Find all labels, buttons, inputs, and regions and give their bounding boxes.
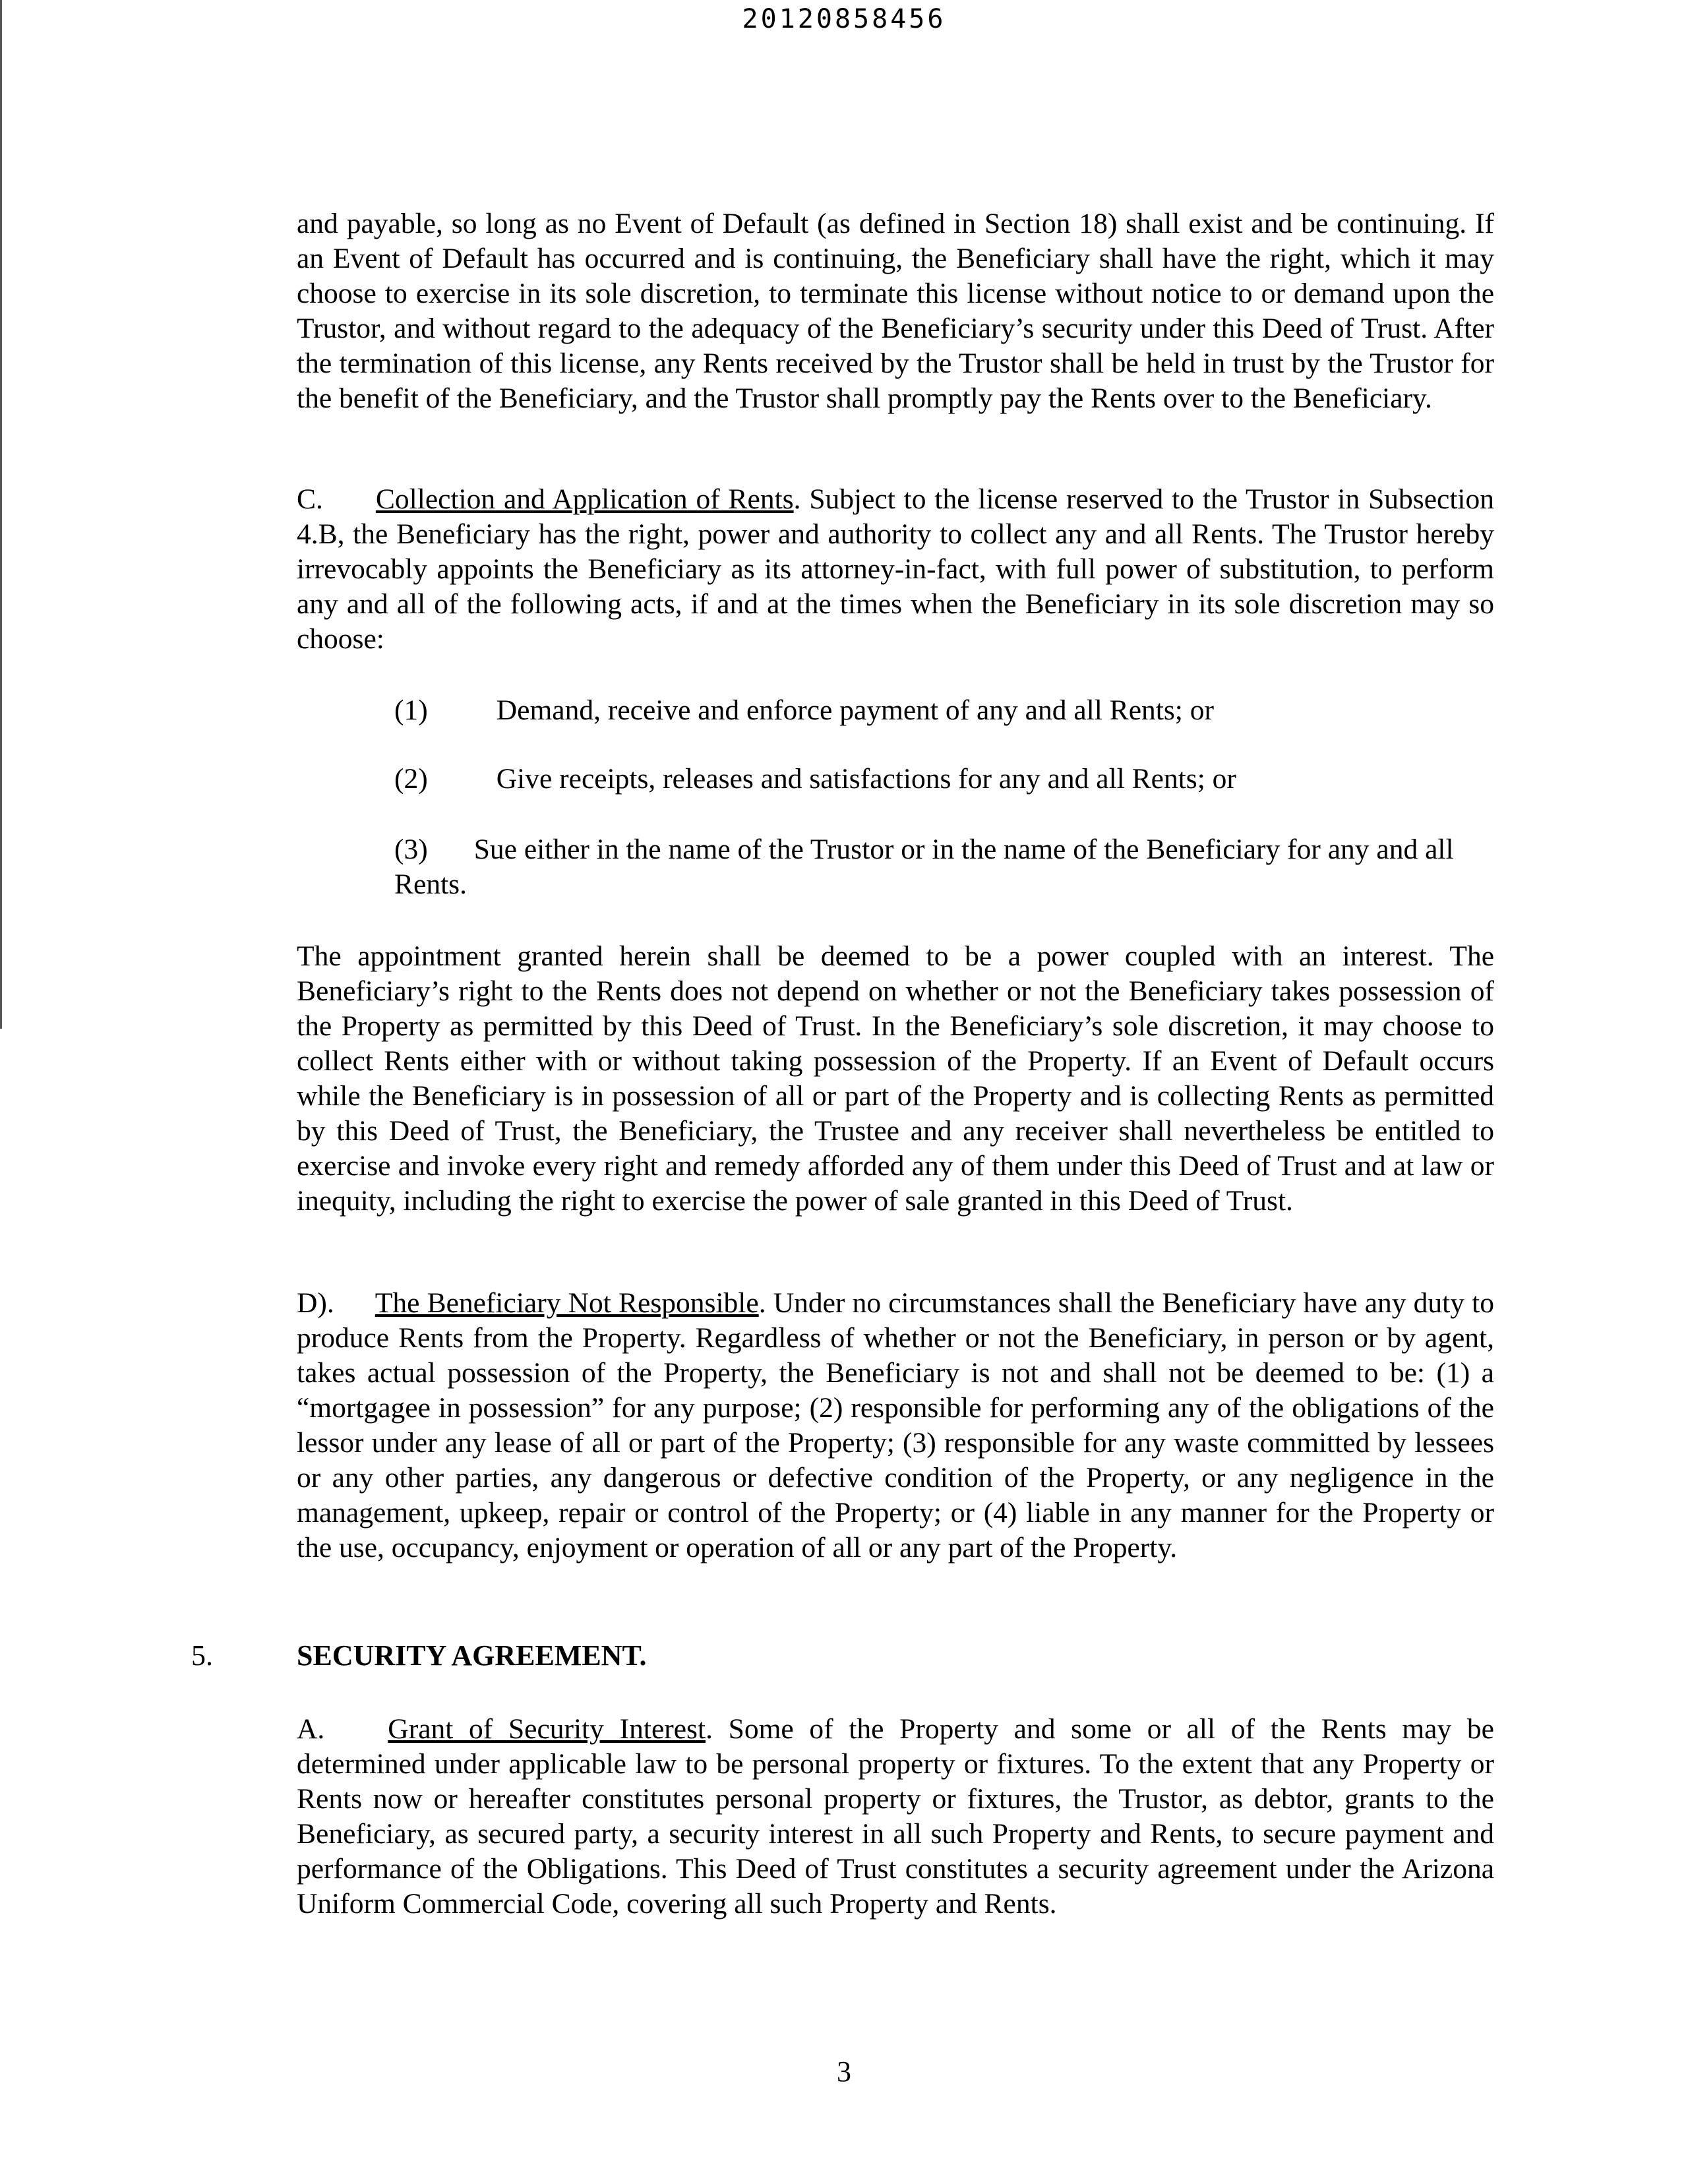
list-item-number: (2) <box>394 763 428 795</box>
list-item-text: Sue either in the name of the Trustor or in the name of the Beneficiary for any and all Rents. <box>394 834 1454 900</box>
section-c-closing-paragraph: The appointment granted herein shall be deemed to be a power coupled with an interest. The Beneficiary’s right to the Rents does not depend on whether or not the Beneficiary takes possession of the Property as permitted by this Deed of Trust. In the Beneficiary’s sole discretion, it may choose to collect Rents either with or without taking possession of the Property. If an Event of Default occurs while the Beneficiary is in possession of all or part of the Property and is collecting Rents as permitted by this Deed of Trust, the Beneficiary, the Trustee and any receiver shall nevertheless be entitled to exercise and invoke every right and remedy afforded any of them under this Deed of Trust and at law or inequity, including the right to exercise the power of sale granted in this Deed of Trust. <box>297 940 1494 1217</box>
section-5-heading <box>191 1638 647 1673</box>
section-5-title: SECURITY AGREEMENT. <box>297 1639 647 1672</box>
list-item-number: (1) <box>394 694 428 726</box>
section-d-title: The Beneficiary Not Responsible <box>375 1287 759 1319</box>
list-item-text: Give receipts, releases and satisfactions for any and all Rents; or <box>496 763 1236 795</box>
recording-number: 20120858456 <box>742 4 946 34</box>
section-d-paragraph <box>297 1286 1494 1565</box>
paragraph-license-termination: and payable, so long as no Event of Default (as defined in Section 18) shall exist and be continuing. If an Event of Default has occurred and is continuing, the Beneficiary shall have the right, which it may choose to exercise in its sole discretion, to terminate this license without notice to or demand upon the Trustor, and without regard to the adequacy of the Beneficiary’s security under this Deed of Trust. After the termination of this license, any Rents received by the Trustor shall be held in trust by the Trustor for the benefit of the Beneficiary, and the Trustor shall promptly pay the Rents over to the Beneficiary. <box>297 208 1494 414</box>
section-5a-title: Grant of Security Interest <box>388 1713 706 1745</box>
section-5a-marker: A. <box>297 1713 325 1745</box>
list-item <box>394 762 1502 797</box>
scan-edge-line <box>0 0 2 1029</box>
list-item-number: (3) <box>394 834 428 865</box>
section-c-body: . Subject to the license reserved to the Trustor in Subsection 4.B, the Beneficiary has the right, power and authority to collect any and all Rents. The Trustor hereby irrevocably appoints the Beneficiary as its attorney-in-fact, with full power of substitution, to perform any and all of the following acts, if and at the times when the Beneficiary in its sole discretion may so choose: <box>297 483 1495 655</box>
list-item <box>394 832 1502 902</box>
section-c-title: Collection and Application of Rents <box>375 483 794 515</box>
section-5-number: 5. <box>191 1639 213 1672</box>
section-d-body: . Under no circumstances shall the Beneficiary have any duty to produce Rents from the Property. Regardless of whether or not the Beneficiary, in person or by agent, takes actual possession of the Property, the Beneficiary is not and shall not be deemed to be: (1) a “mortgagee in possession” for any purpose; (2) responsible for performing any of the obligations of the lessor under any lease of all or part of the Property; (3) responsible for any waste committed by lessees or any other parties, any dangerous or defective condition of the Property, or any negligence in the management, upkeep, repair or control of the Property; or (4) liable in any manner for the Property or the use, occupancy, enjoyment or operation of all or any part of the Property. <box>297 1287 1494 1563</box>
section-5a-body: . Some of the Property and some or all of the Rents may be determined under applicable law to be personal property or fixtures. To the extent that any Property or Rents now or hereafter constitutes personal property or fixtures, the Trustor, as debtor, grants to the Beneficiary, as secured party, a security interest in all such Property and Rents, to secure payment and performance of the Obligations. This Deed of Trust constitutes a security agreement under the Arizona Uniform Commercial Code, covering all such Property and Rents. <box>297 1713 1494 1920</box>
section-c-marker: C. <box>297 483 323 515</box>
page-number: 3 <box>837 2055 851 2088</box>
section-5a-paragraph <box>297 1712 1494 1922</box>
section-d-marker: D). <box>297 1287 334 1319</box>
section-c-paragraph <box>297 482 1494 657</box>
list-item-text: Demand, receive and enforce payment of any and all Rents; or <box>496 694 1214 726</box>
list-item <box>394 693 1502 728</box>
